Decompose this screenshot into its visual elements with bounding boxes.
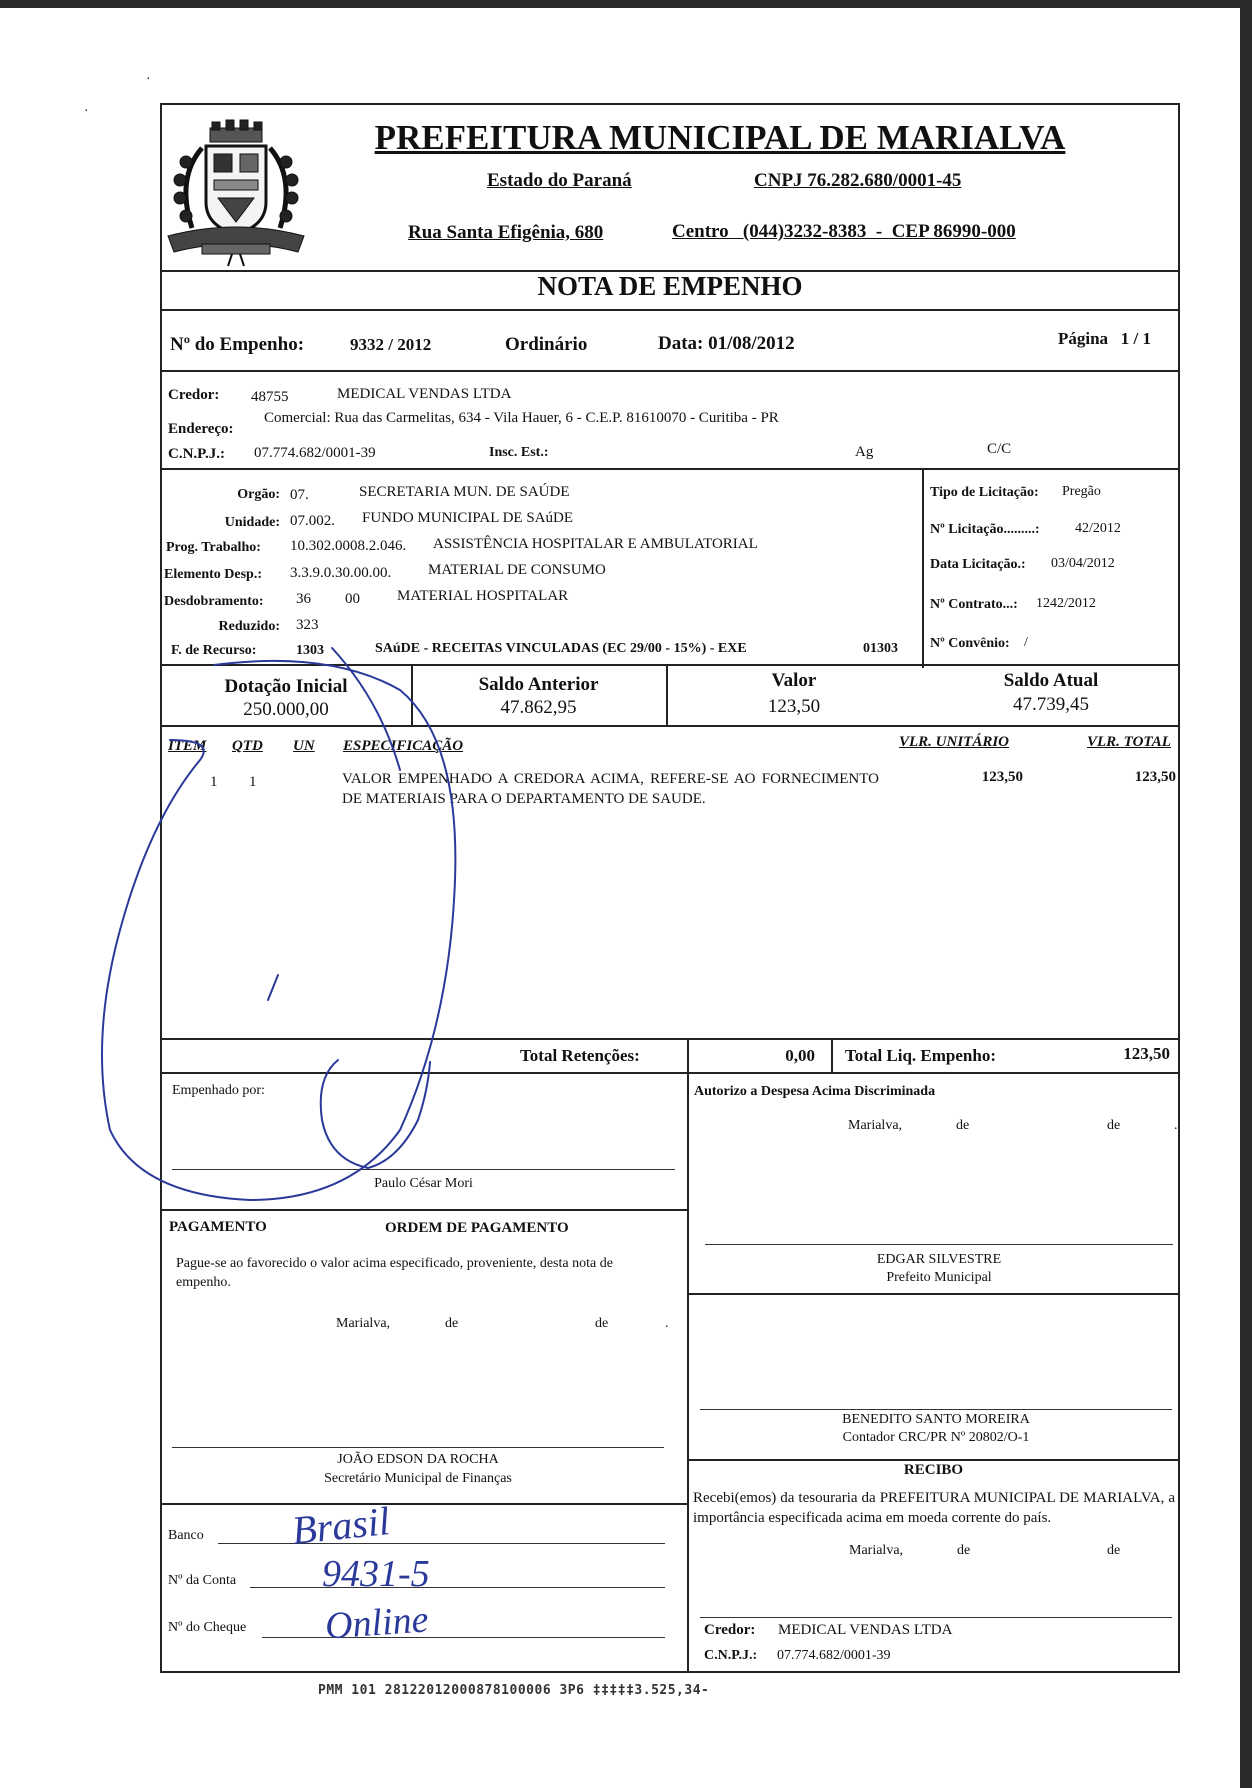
divider — [687, 1459, 1180, 1461]
autorizo-de2: de — [1107, 1118, 1121, 1133]
licitacao-date-label: Data Licitação.: — [930, 557, 1026, 572]
orgao-label: Orgão: — [237, 487, 280, 502]
contador-cargo: Contador CRC/PR Nº 20802/O-1 — [842, 1430, 1030, 1445]
saldo-atual-value: 47.739,45 — [1013, 694, 1089, 715]
signature-line — [700, 1617, 1172, 1618]
contador-nome: BENEDITO SANTO MOREIRA — [842, 1412, 1030, 1427]
autorizo-ponto: . — [1174, 1118, 1178, 1133]
conta-handwritten: 9431-5 — [322, 1553, 430, 1595]
recibo-local: Marialva, — [849, 1543, 904, 1558]
pagamento-de1: de — [445, 1316, 459, 1331]
item-qty: 1 — [249, 774, 257, 790]
ordem-pagamento-label: ORDEM DE PAGAMENTO — [385, 1220, 569, 1236]
saldo-atual-label: Saldo Atual — [1003, 670, 1099, 691]
item-description: VALOR EMPENHADO A CREDORA ACIMA, REFERE-SE AO FORNECIMENTO DE MATERIAIS PARA O DEPARTAMENTO DE SAUDE. — [342, 771, 879, 807]
divider — [160, 1209, 687, 1211]
elemento-name: MATERIAL DE CONSUMO — [428, 562, 606, 578]
credor-cnpj: 07.774.682/0001-39 — [254, 445, 376, 461]
autorizo-de1: de — [956, 1118, 970, 1133]
prog-trabalho-name: ASSISTÊNCIA HOSPITALAR E AMBULATORIAL — [433, 536, 758, 552]
divider — [160, 725, 1180, 727]
autorizo-label: Autorizo a Despesa Acima Discriminada — [694, 1084, 936, 1099]
secretario-cargo: Secretário Municipal de Finanças — [324, 1471, 512, 1486]
item-unit-value: 123,50 — [981, 769, 1023, 785]
col-un: UN — [293, 738, 315, 754]
prefeito-cargo: Prefeito Municipal — [886, 1270, 992, 1285]
recurso-number: 01303 — [863, 641, 898, 656]
dotacao-inicial-label: Dotação Inicial — [224, 676, 348, 697]
divider — [160, 370, 1180, 372]
empenho-type: Ordinário — [505, 334, 588, 355]
pagamento-texto: Pague-se ao favorecido o valor acima especificado, proveniente, desta nota de empenho. — [176, 1256, 613, 1290]
col-valor-unitario: VLR. UNITÁRIO — [899, 734, 1010, 750]
contrato-label: Nº Contrato...: — [930, 597, 1018, 612]
divider — [687, 1038, 689, 1072]
scan-speck: · — [146, 72, 151, 87]
divider — [160, 1038, 1180, 1040]
contrato-number: 1242/2012 — [1036, 596, 1096, 611]
fill-line — [218, 1543, 665, 1544]
banco-label: Banco — [168, 1528, 204, 1543]
desdobramento-label: Desdobramento: — [164, 594, 264, 609]
desdobramento-code: 36 — [296, 591, 311, 607]
scan-speck: · — [84, 104, 89, 119]
col-qtd: QTD — [232, 738, 263, 754]
empenho-number-label: Nº do Empenho: — [170, 334, 305, 355]
recurso-name: SAúDE - RECEITAS VINCULADAS (EC 29/00 - 15%) - EXE — [375, 641, 747, 656]
licitacao-number: 42/2012 — [1075, 521, 1121, 536]
tipo-licitacao-value: Pregão — [1062, 484, 1101, 499]
liquido-label: Total Liq. Empenho: — [845, 1046, 996, 1065]
desdobramento-sub: 00 — [345, 591, 360, 607]
saldo-anterior-label: Saldo Anterior — [478, 674, 599, 695]
municipality-cnpj: CNPJ 76.282.680/0001-45 — [754, 170, 962, 191]
pagamento-label: PAGAMENTO — [169, 1219, 267, 1235]
scan-edge-right — [1240, 0, 1252, 1788]
col-valor-total: VLR. TOTAL — [1087, 734, 1171, 750]
valor-value: 123,50 — [767, 696, 821, 717]
item-total-value: 123,50 — [1134, 769, 1176, 785]
divider — [160, 309, 1180, 311]
recibo-de2: de — [1107, 1543, 1121, 1558]
elemento-label: Elemento Desp.: — [164, 567, 262, 582]
reduzido-value: 323 — [296, 617, 319, 633]
account-label: C/C — [987, 441, 1012, 457]
col-item: ITEM — [168, 738, 207, 754]
convenio-value: / — [1024, 635, 1028, 650]
prog-trabalho-label: Prog. Trabalho: — [166, 540, 261, 555]
pagamento-de2: de — [595, 1316, 609, 1331]
insc-est-label: Insc. Est.: — [489, 445, 549, 460]
recibo-texto: Recebi(emos) da tesouraria da PREFEITURA MUNICIPAL DE MARIALVA, a importância especificada acima em moeda corrente do país. — [693, 1490, 1175, 1526]
item-number: 1 — [210, 774, 218, 790]
address-label: Endereço: — [168, 421, 234, 437]
unidade-label: Unidade: — [224, 515, 280, 530]
credor-code: 48755 — [251, 389, 289, 405]
credor-label: Credor: — [168, 387, 220, 403]
signature-line — [700, 1409, 1172, 1410]
fill-line — [262, 1637, 665, 1638]
fill-line — [250, 1587, 665, 1588]
recurso-label: F. de Recurso: — [171, 643, 257, 658]
empenhado-nome: Paulo César Mori — [374, 1176, 473, 1191]
recibo-de1: de — [957, 1543, 971, 1558]
dotacao-inicial-value: 250.000,00 — [243, 699, 329, 720]
recibo-cnpj: 07.774.682/0001-39 — [777, 1648, 891, 1663]
retencoes-label: Total Retenções: — [520, 1046, 640, 1065]
divider — [160, 1503, 687, 1505]
contact-info: Centro (044)3232-8383 - CEP 86990-000 — [672, 221, 1016, 242]
valor-label: Valor — [771, 670, 817, 691]
secretario-nome: JOÃO EDSON DA ROCHA — [337, 1452, 499, 1467]
col-especificacao: ESPECIFICAÇÃO — [343, 738, 464, 754]
saldo-anterior-value: 47.862,95 — [500, 697, 577, 718]
recibo-credor-label: Credor: — [704, 1622, 756, 1638]
scan-edge-top — [0, 0, 1252, 8]
empenho-number: 9332 / 2012 — [350, 335, 432, 354]
divider — [687, 1293, 1180, 1295]
empenhado-label: Empenhado por: — [172, 1083, 265, 1098]
micr-line: PMM 101 28122012000878100006 3P6 ‡‡‡‡‡3.525,34- — [318, 1683, 710, 1698]
autorizo-local: Marialva, — [848, 1118, 903, 1133]
licitacao-number-label: Nº Licitação.........: — [930, 522, 1040, 537]
signature-line — [172, 1447, 664, 1448]
cheque-label: Nº do Cheque — [168, 1620, 247, 1635]
doc-title: NOTA DE EMPENHO — [537, 271, 803, 301]
divider — [160, 1072, 1180, 1074]
cheque-handwritten: Online — [323, 1598, 430, 1648]
prog-trabalho-code: 10.302.0008.2.046. — [290, 538, 407, 554]
divider — [687, 1072, 689, 1673]
signature-line — [705, 1244, 1173, 1245]
signature-line — [172, 1169, 675, 1170]
unidade-code: 07.002. — [290, 513, 335, 529]
tipo-licitacao-label: Tipo de Licitação: — [930, 485, 1039, 500]
pagamento-local: Marialva, — [336, 1316, 391, 1331]
orgao-name: SECRETARIA MUN. DE SAÚDE — [359, 484, 570, 500]
cnpj-label: C.N.P.J.: — [168, 446, 225, 462]
credor-address: Comercial: Rua das Carmelitas, 634 - Vila Hauer, 6 - C.E.P. 81610070 - Curitiba - PR — [264, 410, 779, 426]
unidade-name: FUNDO MUNICIPAL DE SAúDE — [362, 510, 573, 526]
municipality-title: PREFEITURA MUNICIPAL DE MARIALVA — [374, 118, 1066, 157]
divider — [831, 1038, 833, 1072]
street-address: Rua Santa Efigênia, 680 — [408, 222, 604, 243]
conta-label: Nº da Conta — [168, 1573, 237, 1588]
empenho-date: Data: 01/08/2012 — [658, 333, 795, 354]
reduzido-label: Reduzido: — [218, 619, 280, 634]
desdobramento-name: MATERIAL HOSPITALAR — [397, 588, 569, 604]
liquido-value: 123,50 — [1123, 1044, 1170, 1063]
divider — [160, 664, 1180, 666]
prefeito-nome: EDGAR SILVESTRE — [876, 1252, 1002, 1267]
page-number: Página 1 / 1 — [1058, 329, 1152, 348]
divider — [160, 468, 1180, 470]
recibo-credor: MEDICAL VENDAS LTDA — [778, 1622, 953, 1638]
banco-handwritten: Brasil — [289, 1498, 392, 1553]
pagamento-ponto: . — [665, 1316, 669, 1331]
elemento-code: 3.3.9.0.30.00.00. — [290, 565, 392, 581]
recibo-label: RECIBO — [903, 1462, 964, 1478]
licitacao-date: 03/04/2012 — [1051, 556, 1115, 571]
state-name: Estado do Paraná — [487, 170, 632, 191]
divider — [922, 468, 924, 668]
convenio-label: Nº Convênio: — [930, 636, 1010, 651]
orgao-code: 07. — [290, 487, 309, 503]
credor-name: MEDICAL VENDAS LTDA — [337, 386, 512, 402]
agency-label: Ag — [855, 444, 874, 460]
recurso-code: 1303 — [296, 643, 324, 658]
municipal-coat-of-arms-icon — [162, 118, 310, 268]
retencoes-value: 0,00 — [785, 1046, 815, 1065]
recibo-cnpj-label: C.N.P.J.: — [704, 1648, 758, 1663]
